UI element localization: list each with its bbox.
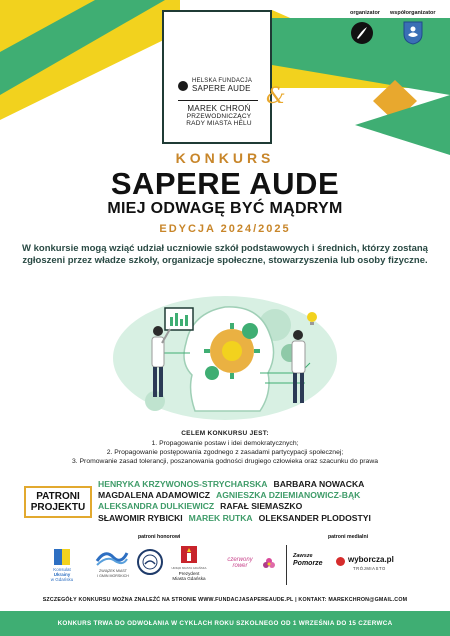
wave-icon — [95, 547, 129, 567]
czerwony-rower-logo: czerwony rower — [227, 557, 253, 569]
zawsze-pomorze-logo: Zawsze Pomorze — [293, 553, 323, 567]
person-block — [174, 104, 264, 127]
logo-divider — [286, 545, 287, 585]
media-patrons-label: patroni medialni — [328, 534, 369, 540]
gdansk-coat-of-arms-icon — [176, 545, 202, 565]
patrons-label-box — [24, 486, 92, 518]
contact-line: SZCZEGÓŁY KONKURSU MOŻNA ZNALEŹĆ NA STRONIE WWW.FUNDACJASAPEREAUDE.PL | KONTAKT: MAREKCHRON@GMAIL.COM — [42, 597, 408, 603]
organizer-label: organizator — [350, 10, 380, 16]
chart-board — [165, 308, 193, 330]
intro-text: W konkursie mogą wziąć udział uczniowie szkół podstawowych i średnich, którzy zostaną zgłoszeni przez władze szkoły, organizacje społeczne, stowarzyszenia lub osoby fizyczne. — [22, 243, 428, 266]
footer-bar: KONKURS TRWA DO ODWOŁANIA W CYKLACH ROKU SZKOLNEGO OD 1 WRZEŚNIA DO 15 CZERWCA — [0, 611, 450, 636]
ampersand: & — [266, 84, 286, 109]
seal-icon — [137, 549, 163, 575]
zmigm-logo: ZWIĄZEK MIAST I GMIN MORSKICH — [97, 569, 129, 578]
foundation-logo-frame — [162, 10, 272, 144]
patron-name: RAFAŁ SIEMASZKO — [220, 501, 303, 512]
honorary-patrons-label: patroni honorowi — [138, 534, 181, 540]
person-name: MAREK CHROŃ — [187, 104, 251, 113]
goals-section — [0, 430, 450, 466]
divider — [178, 100, 258, 101]
foundation-name-line1: HELSKA FUNDACJA — [192, 78, 253, 84]
hel-coat-of-arms-icon — [403, 21, 423, 45]
edition-label: EDYCJA 2024/2025 — [159, 223, 291, 235]
gdansk-office-small-label: URZĄD MIASTA GDAŃSKA — [171, 566, 207, 570]
goal-item: 1. Propagowanie postaw i idei demokratycznych; — [151, 440, 299, 447]
ukraine-consulate-logo: Konsulat Ukrainy w Gdańsku — [50, 567, 74, 582]
goal-item: 2. Propagowanie postępowania zgodnego z zasadami partycypacji społecznej; — [106, 449, 344, 456]
patrons-list — [98, 479, 438, 524]
title-block — [0, 150, 450, 235]
trojmiasto-label: TRÓJMIASTO — [353, 566, 386, 571]
foundation-emblem-icon — [178, 81, 188, 91]
coorganizer-label: współorganizator — [390, 10, 436, 16]
wyborcza-dot-icon — [336, 557, 345, 566]
patron-name: MAGDALENA ADAMOWICZ — [98, 490, 211, 501]
patron-name: OLEKSANDER PLODOSTYI — [258, 512, 371, 523]
patron-name: BARBARA NOWACKA — [273, 479, 365, 489]
page-subtitle: MIEJ ODWAGĘ BYĆ MĄDRYM — [107, 200, 343, 217]
patron-name: AGNIESZKA DZIEMIANOWICZ-BĄK — [216, 490, 361, 501]
page-title: SAPERE AUDE — [110, 166, 340, 201]
flower-icon — [262, 557, 276, 571]
patrons-row — [98, 490, 438, 501]
goal-item: 3. Promowanie zasad tolerancji, poszanowania godności drugiego człowieka oraz szacunku do prawa — [71, 458, 379, 465]
patron-name: SŁAWOMIR RYBICKI — [98, 512, 183, 523]
goals-heading: CELEM KONKURSU JEST: — [181, 430, 269, 437]
person-role-line2: RADY MIASTA HELU — [186, 120, 252, 127]
patron-name: ALEKSANDRA DULKIEWICZ — [98, 501, 215, 512]
foundation-logo — [178, 78, 270, 93]
patrons-row — [98, 501, 438, 512]
partner-logos — [40, 545, 420, 590]
ai-head-illustration — [100, 283, 350, 423]
person-role-line1: PRZEWODNICZĄCY — [186, 113, 252, 120]
gdansk-mayor-logo: Prezydent Miasta Gdańska — [172, 571, 206, 582]
patron-name: MAREK RUTKA — [188, 512, 253, 523]
trident-icon — [48, 547, 78, 567]
goals-list — [0, 439, 450, 466]
foundation-name-line2: SAPERE AUDE — [192, 84, 251, 93]
organizer-logo — [351, 22, 373, 44]
patrons-row — [98, 479, 438, 490]
quill-icon — [351, 22, 373, 44]
patrons-row — [98, 513, 438, 524]
patrons-label-line1: PATRONI — [36, 491, 80, 502]
wyborcza-logo: wyborcza.pl — [348, 555, 394, 564]
kicker: KONKURS — [175, 150, 275, 166]
patron-name: HENRYKA KRZYWONOS-STRYCHARSKA — [98, 479, 268, 489]
patrons-label-line2: PROJEKTU — [30, 502, 86, 513]
